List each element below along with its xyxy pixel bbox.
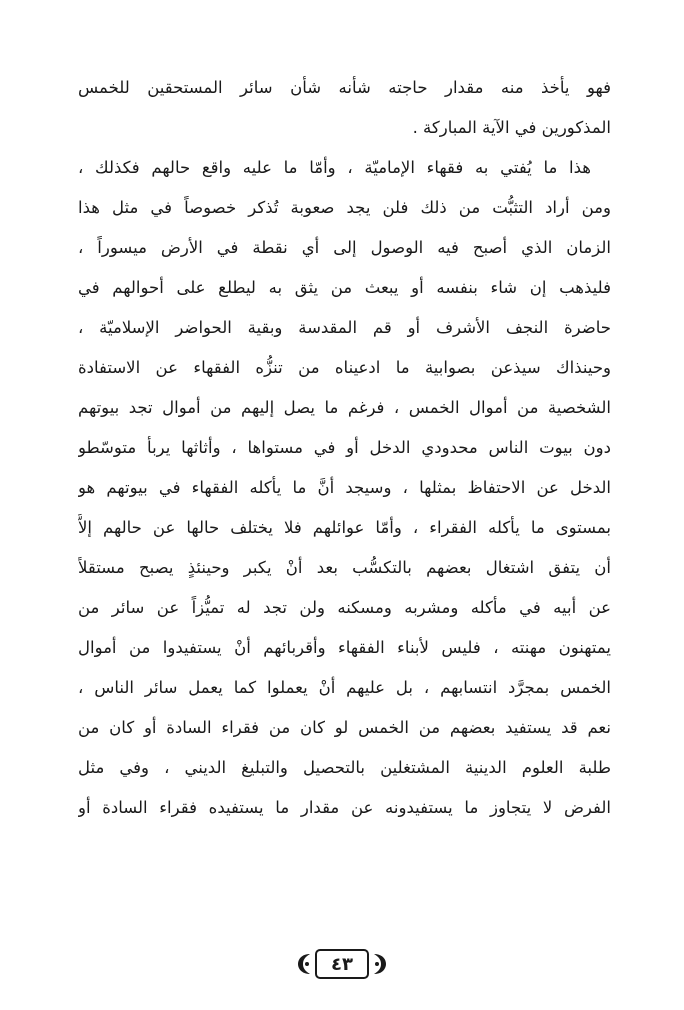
text-line: الزمان الذي أصبح فيه الوصول إلى أي نقطة في الأرض ميسوراً ، (78, 238, 611, 257)
ornament-right-icon (372, 952, 388, 976)
ornament-left-icon (296, 952, 312, 976)
paragraph-1 (78, 68, 611, 148)
text-line: المذكورين في الآية المباركة . (412, 118, 611, 137)
page-footer (0, 946, 684, 982)
text-line: يمتهنون مهنته ، فليس لأبناء الفقهاء وأقربائهم أنْ يستفيدوا من أموال (78, 638, 611, 657)
text-line: هذا ما يُفتي به فقهاء الإماميّة ، وأمّا ما عليه واقع حالهم فكذلك ، (78, 158, 591, 177)
page-body (78, 68, 611, 828)
text-line: فهو يأخذ منه مقدار حاجته شأنه شأن سائر المستحقين للخمس (78, 78, 611, 97)
page-number: ٤٣ (315, 949, 369, 979)
text-line: أن يتفق اشتغال بعضهم بالتكسُّب بعد أنْ يكبر وحينئذٍ يصبح مستقلاً (78, 558, 611, 577)
text-line: طلبة العلوم الدينية المشتغلين بالتحصيل والتبليغ الديني ، وفي مثل (78, 758, 611, 777)
text-line: الشخصية من أموال الخمس ، فرغم ما يصل إليهم من أموال تجد بيوتهم (78, 398, 611, 417)
text-line: وحينذاك سيذعن بصوابية ما ادعيناه من تنزُّه الفقهاء عن الاستفادة (78, 358, 611, 377)
text-line: بمستوى ما يأكله الفقراء ، وأمّا عوائلهم فلا يختلف حالها عن حالهم إلاَّ (78, 518, 611, 537)
text-line: فليذهب إن شاء بنفسه أو يبعث من يثق به ليطلع على أحوالهم في (78, 278, 611, 297)
text-line: ومن أراد التثبُّت من ذلك فلن يجد صعوبة تُذكر خصوصاً في مثل هذا (78, 198, 611, 217)
text-line: الفرض لا يتجاوز ما يستفيدونه عن مقدار ما يستفيده فقراء السادة أو (78, 798, 611, 817)
paragraph-2 (78, 148, 611, 828)
text-line: الدخل عن الاحتفاظ بمثلها ، وسيجد أنَّ ما يأكله الفقهاء في بيوتهم هو (78, 478, 611, 497)
text-line: عن أبيه في مأكله ومشربه ومسكنه ولن تجد له تميُّزاً عن سائر من (78, 598, 611, 617)
text-line: دون بيوت الناس محدودي الدخل أو في مستواها ، وأثاثها يربأ متوسّطو (78, 438, 611, 457)
text-line: نعم قد يستفيد بعضهم من الخمس لو كان من فقراء السادة أو كان من (78, 718, 611, 737)
page-number-badge (296, 949, 388, 979)
text-line: حاضرة النجف الأشرف أو قم المقدسة وبقية الحواضر الإسلاميّة ، (78, 318, 611, 337)
text-line: الخمس بمجرَّد انتسابهم ، بل عليهم أنْ يعملوا كما يعمل سائر الناس ، (78, 678, 611, 697)
